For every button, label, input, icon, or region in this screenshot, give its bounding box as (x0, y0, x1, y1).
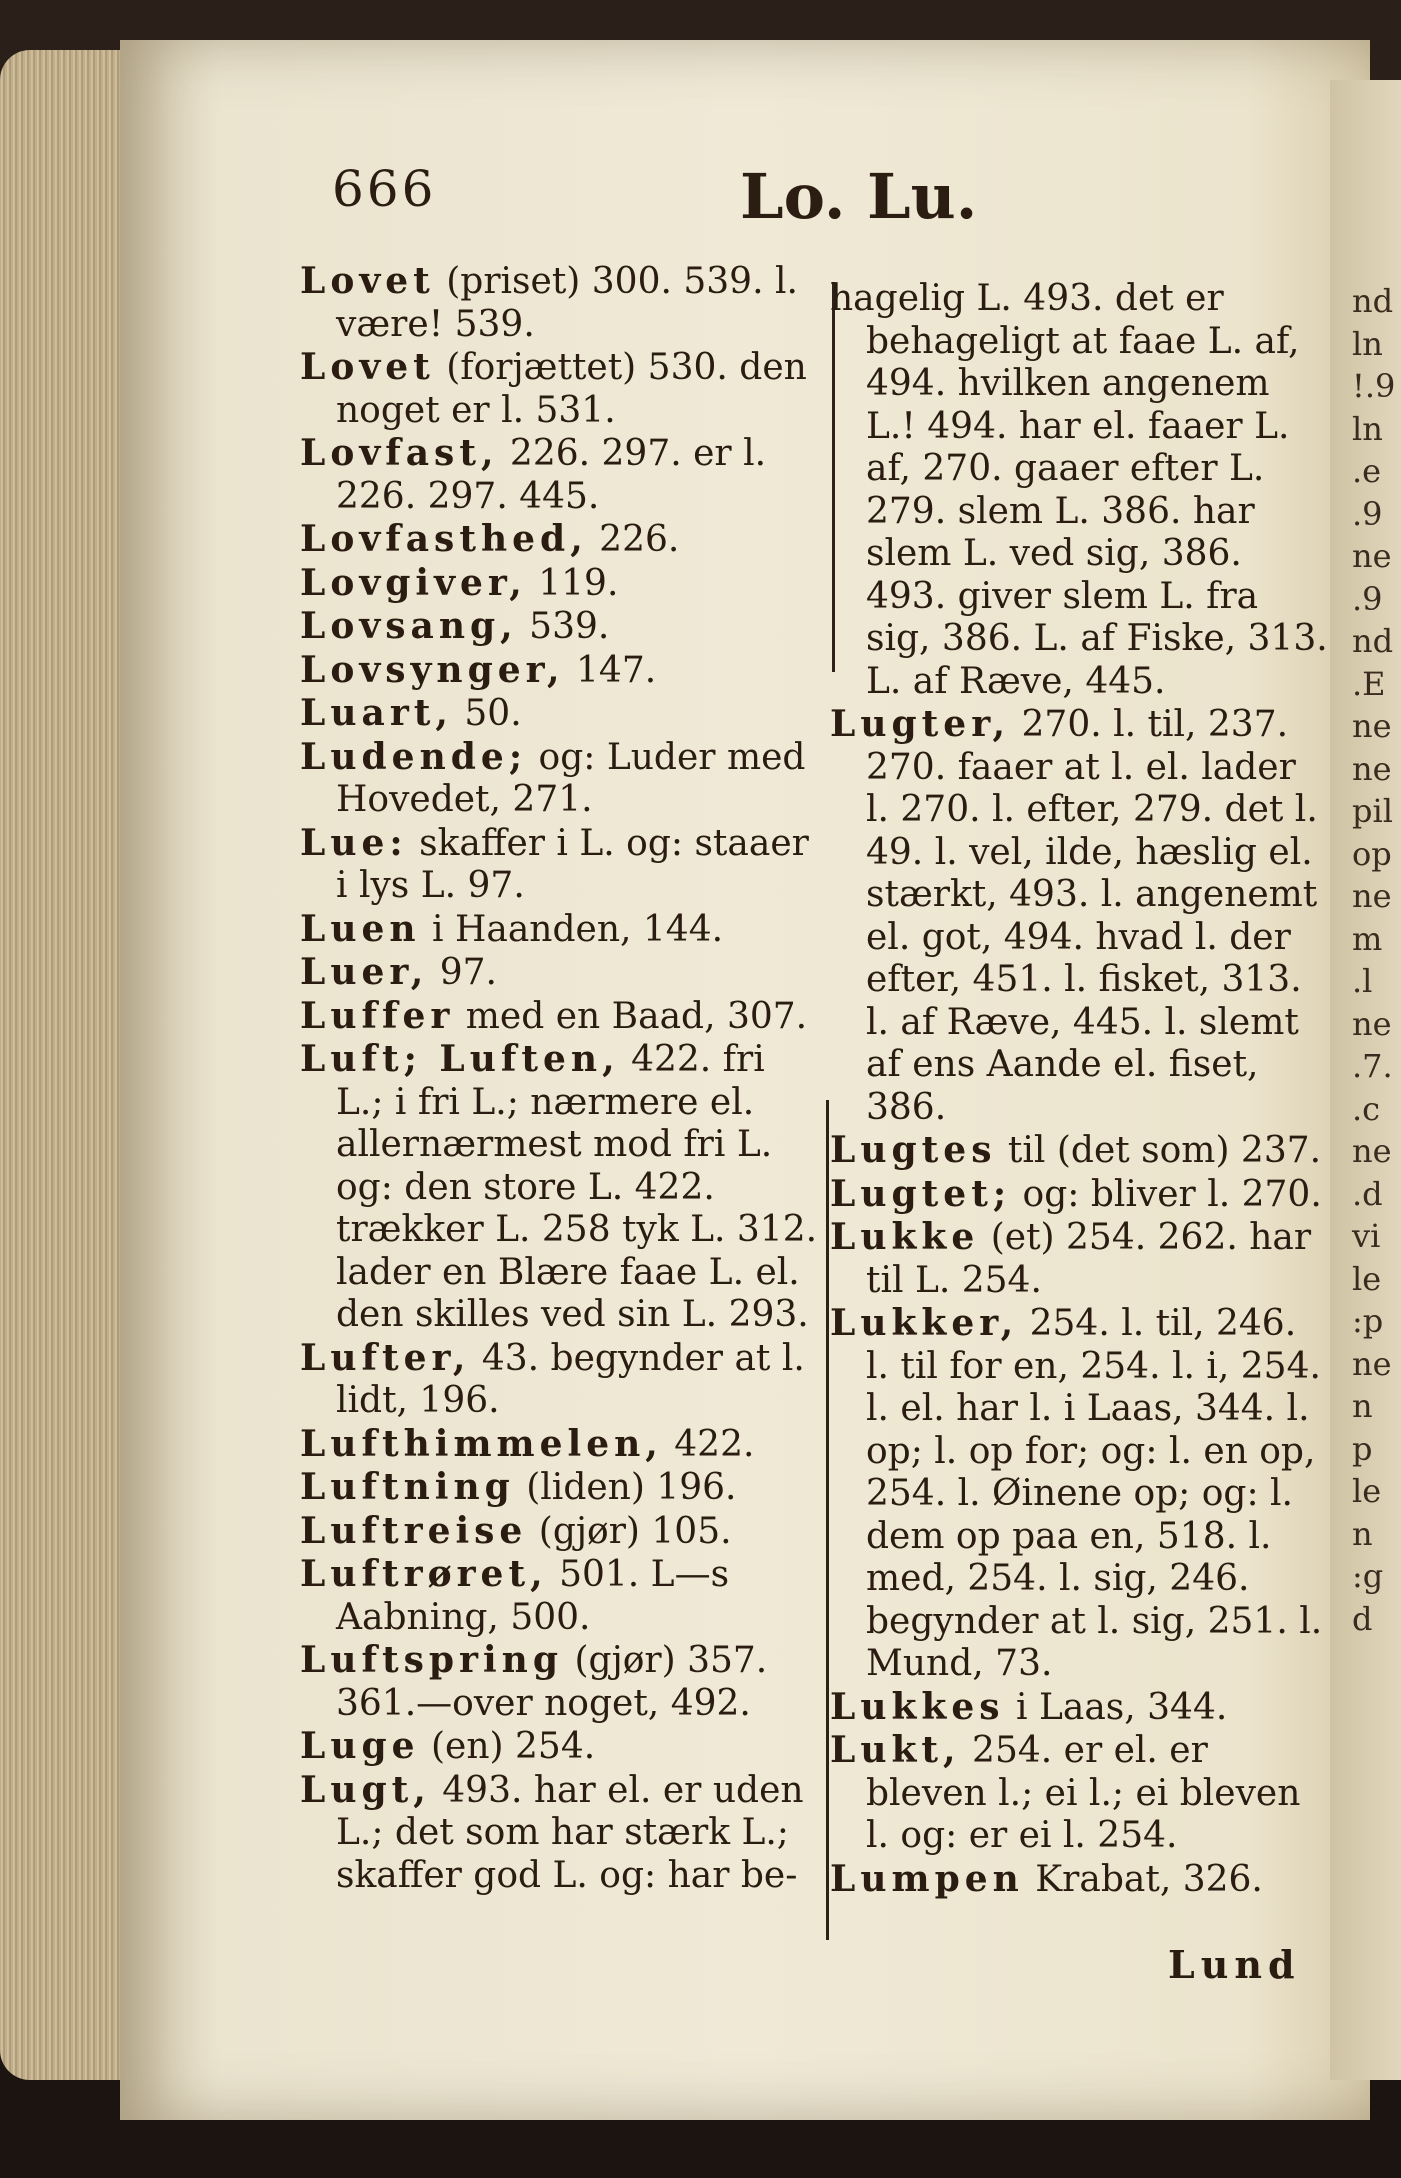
entry-text: 97. (428, 952, 497, 993)
index-entry (300, 518, 820, 562)
entry-text: og: bliver l. 270. (1011, 1173, 1322, 1215)
entry-headword: Ludende; (300, 735, 528, 778)
index-entry (300, 1510, 820, 1554)
index-entry (300, 346, 820, 432)
next-page-fragment: ln (1352, 324, 1383, 363)
index-entry (300, 1639, 820, 1725)
page-number: 666 (332, 160, 437, 218)
entry-text: 501. L—s Aabning, 500. (336, 1554, 741, 1638)
entry-headword: Lufter, (300, 1336, 471, 1379)
next-page-fragment: :g (1352, 1557, 1384, 1595)
next-page-fragment: ne (1352, 877, 1392, 915)
next-page-fragment: !.9 (1352, 367, 1396, 405)
entry-text: 254. l. til, 246. l. til for en, 254. l. i, 254. l. el. har l. i Laas, 344. l. op; l. op for; og: l. en op, 254. l. Øinene op; og: l. dem op paa en, 518. l. med, 254. l. sig, 246. begynder at l. sig, 251. l. Mund, 73. (866, 1303, 1334, 1684)
entry-headword: Luart, (300, 692, 453, 734)
index-entry (300, 1466, 820, 1510)
next-page-fragment: ne (1352, 707, 1392, 745)
index-entry (300, 1725, 820, 1769)
index-entry (300, 562, 820, 606)
entry-headword: Luft; Luften, (300, 1038, 620, 1080)
entry-text: i Haanden, 144. (420, 908, 724, 950)
index-entry (300, 736, 820, 822)
index-entry (830, 1129, 1330, 1173)
entry-text: i Laas, 344. (1004, 1686, 1228, 1728)
entry-text: (forjættet) 530. den noget er l. 531. (336, 347, 819, 431)
entry-text: med en Baad, 307. (454, 995, 808, 1037)
next-page-fragment: n (1352, 1387, 1373, 1425)
next-page-fragment: ne (1352, 1344, 1392, 1383)
entry-headword: Lukke (830, 1216, 980, 1258)
entry-text: til (det som) 237. (996, 1130, 1322, 1171)
next-page-fragment: .7. (1352, 1047, 1393, 1085)
next-page-fragment: ne (1352, 749, 1392, 788)
entry-text: 226. 297. er l. 226. 297. 445. (336, 433, 778, 517)
entry-headword: Lovet (300, 346, 435, 388)
entry-text: 226. (587, 519, 680, 560)
entry-headword: Luftning (300, 1466, 515, 1508)
next-page-fragment: d (1352, 1599, 1373, 1638)
entry-headword: Luftspring (300, 1639, 564, 1681)
entry-text: (priset) 300. 539. l. være! 539. (336, 261, 810, 345)
index-entry (300, 822, 820, 908)
entry-headword: Lukt, (830, 1729, 961, 1771)
next-page-fragment: pil (1352, 792, 1393, 830)
entry-text: 422. fri L.; i fri L.; nærmere el. allernærmest mod fri L. og: den store L. 422. trækker L. 258 tyk L. 312. lader en Blære faae L. el. den skilles ved sin L. 293. (336, 1039, 829, 1335)
entry-headword: Luftreise (300, 1509, 528, 1552)
left-column (300, 260, 829, 1897)
index-entry (830, 1729, 1330, 1858)
next-page-fragment: vi (1352, 1217, 1381, 1255)
next-page-fragment: .9 (1352, 579, 1383, 618)
index-entry (830, 703, 1330, 1129)
index-entry (830, 1216, 1330, 1302)
index-entry (300, 692, 820, 736)
next-page-fragment: .E (1352, 664, 1386, 703)
entry-headword: Luen (300, 907, 421, 950)
next-page-fragment: m (1352, 919, 1383, 958)
index-entry (300, 649, 820, 693)
next-page-fragment: .c (1352, 1089, 1381, 1128)
entry-headword: Lukkes (830, 1685, 1005, 1728)
entry-headword: Lukker, (830, 1302, 1019, 1344)
entry-headword: Luftrøret, (300, 1553, 548, 1595)
index-entry (300, 1423, 820, 1467)
entry-headword: Luge (300, 1725, 420, 1767)
next-page-fragment: n (1352, 1514, 1373, 1553)
next-page-fragment: le (1352, 1472, 1382, 1510)
next-page-fragment: :p (1352, 1302, 1384, 1340)
next-page-fragment: op (1352, 834, 1392, 873)
entry-text: (gjør) 357. 361.—over noget, 492. (336, 1640, 779, 1724)
entry-headword: Lovgiver, (300, 561, 527, 604)
index-entry (300, 951, 820, 995)
entry-text: (en) 254. (419, 1726, 596, 1767)
next-page-fragment: ne (1352, 1004, 1392, 1043)
entry-headword: Lovfasthed, (300, 518, 588, 560)
next-page-fragment: .9 (1352, 494, 1383, 533)
entry-text: 50. (452, 693, 522, 734)
index-entry (300, 605, 820, 649)
right-column (830, 278, 1340, 1901)
next-page-fragment: .d (1352, 1174, 1383, 1213)
next-page-fragment: ne (1352, 1132, 1392, 1170)
entry-text: 270. l. til, 237. 270. faaer at l. el. lader l. 270. l. efter, 279. det l. 49. l. vel, ilde, hæslig el. stærkt, 493. l. angenemt el. got, 494. hvad l. der efter, 451. l. fisket, 313. l. af Ræve, 445. l. slemt af ens Aande el. fiset, 386. (866, 704, 1330, 1128)
entry-headword: Lovsang, (300, 605, 518, 647)
entry-headword: Lovfast, (300, 432, 499, 474)
entry-headword: Lugter, (830, 703, 1011, 745)
next-page-fragment: .e (1352, 452, 1382, 490)
index-entry (830, 1858, 1330, 1902)
entry-text: 493. har el. er uden L.; det som har stærk L.; skaffer god L. og: har be- (336, 1769, 816, 1896)
entry-text: skaffer i L. og: staaer i lys L. 97. (336, 822, 821, 906)
entry-headword: Lugt, (300, 1768, 431, 1811)
next-page-fragment: ln (1352, 409, 1383, 448)
entry-headword: Lue: (300, 821, 408, 864)
next-page-fragment: nd (1352, 282, 1394, 320)
entry-text: og: Luder med Hovedet, 271. (336, 736, 817, 820)
index-entry (300, 260, 820, 346)
index-entry (830, 278, 1340, 703)
entry-text: 119. (526, 562, 619, 604)
entry-text: 539. (517, 606, 610, 647)
entry-text: Krabat, 326. (1023, 1858, 1263, 1900)
entry-text: 254. er el. er bleven l.; ei l.; ei bleven l. og: er ei l. 254. (866, 1730, 1312, 1856)
index-entry (300, 1038, 829, 1337)
index-entry (830, 1686, 1330, 1730)
index-entry (300, 432, 820, 518)
next-page-fragment: p (1352, 1429, 1373, 1468)
entry-headword: Lumpen (830, 1857, 1024, 1900)
catchword: Lund (1168, 1942, 1301, 1987)
entry-text: (et) 254. 262. har til L. 254. (866, 1217, 1323, 1301)
entry-headword: Luffer (300, 994, 455, 1037)
entry-text: hagelig L. 493. det er behageligt at faae L. af, 494. hvilken angenem L.! 494. har el. faaer L. af, 270. gaaer efter L. 279. slem L. 386. har slem L. ved sig, 386. 493. giver slem L. fra sig, 386. L. af Fiske, 313. L. af Ræve, 445. (830, 278, 1340, 702)
index-entry (300, 1553, 820, 1639)
entry-headword: Lugtet; (830, 1172, 1012, 1215)
index-entry (300, 1769, 820, 1898)
entry-headword: Lovet (300, 260, 435, 302)
entry-text: (liden) 196. (514, 1467, 737, 1508)
entry-text: 422. (662, 1423, 755, 1465)
next-page-fragments (1352, 280, 1401, 1640)
entry-text: 147. (564, 649, 657, 691)
entry-headword: Lugtes (830, 1129, 997, 1171)
index-entry (830, 1302, 1334, 1686)
entry-text: 43. begynder at l. lidt, 196. (336, 1337, 817, 1421)
running-head: Lo. Lu. (740, 160, 978, 233)
index-entry (830, 1173, 1330, 1217)
index-entry (300, 1337, 820, 1423)
entry-headword: Luer, (300, 951, 429, 993)
next-page-fragment: le (1352, 1259, 1382, 1298)
next-page-fragment: ne (1352, 537, 1392, 575)
next-page-fragment: nd (1352, 622, 1394, 660)
index-entry (300, 908, 820, 952)
entry-text: (gjør) 105. (527, 1510, 732, 1552)
next-page-fragment: .l (1352, 962, 1373, 1000)
entry-headword: Lovsynger, (300, 648, 565, 691)
entry-headword: Lufthimmelen, (300, 1422, 663, 1465)
index-entry (300, 995, 820, 1039)
